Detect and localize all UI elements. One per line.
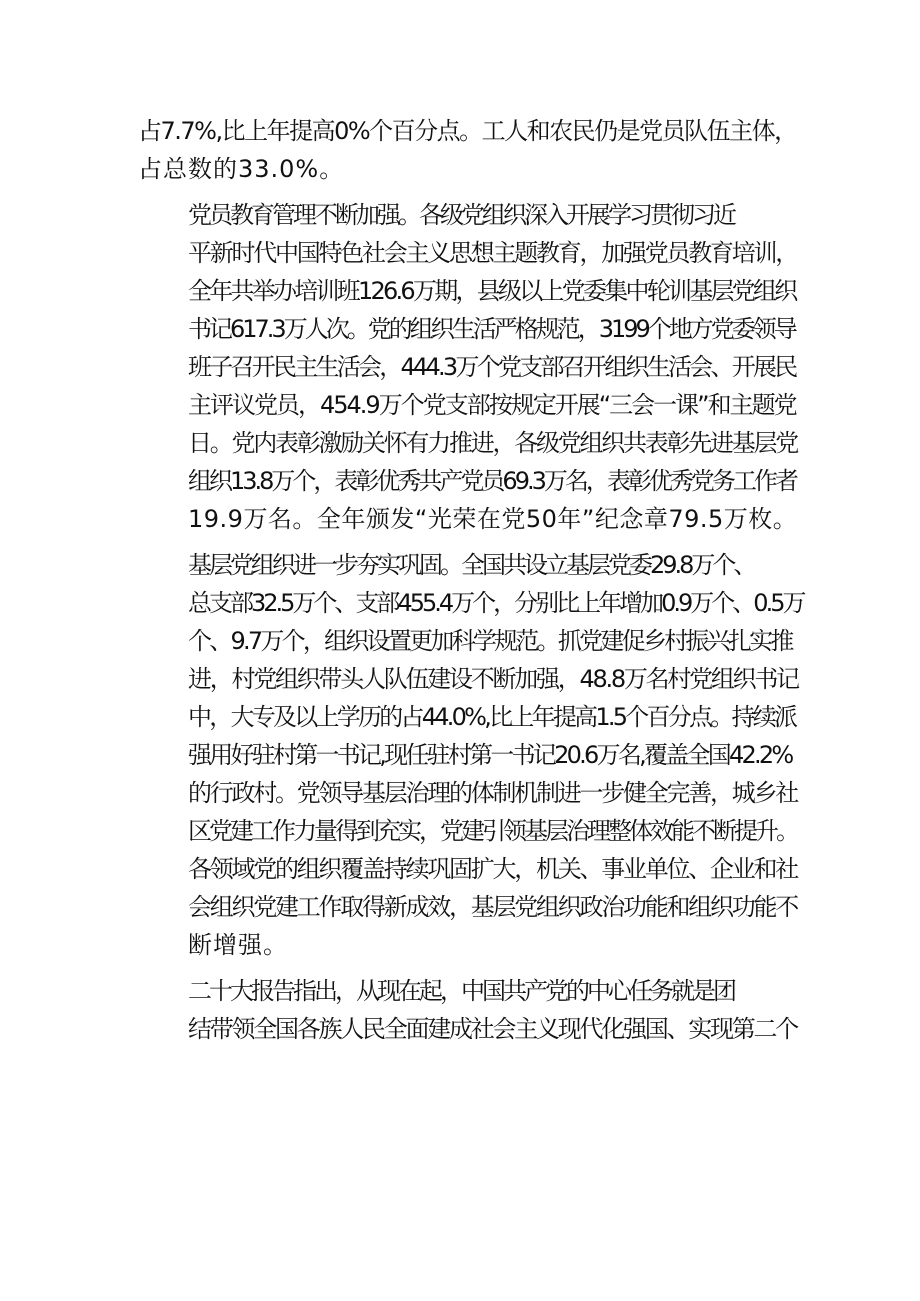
paragraph-4-line-1: 二十大报告指出，从现在起，中国共产党的中心任务就是团 [188,977,734,1005]
paragraph-2-line-2: 平新时代中国特色社会主义思想主题教育，加强党员教育培训， [188,239,797,267]
paragraph-3-line-11: 断增强。 [188,931,288,959]
paragraph-4 [138,972,798,1048]
paragraph-2-line-3: 全年共举办培训班126.6万期，县级以上党委集中轮训基层党组织 [188,277,796,305]
paragraph-3-line-1: 基层党组织进一步夯实巩固。全国共设立基层党委29.8万个、 [188,551,755,579]
paragraph-2-line-6: 主评议党员，454.9万个党支部按规定开展“三会一课”和主题党 [188,391,796,419]
paragraph-3-line-9: 各领域党的组织覆盖持续巩固扩大，机关、事业单位、企业和社 [188,855,797,883]
paragraph-3-line-3: 个、9.7万个，组织设置更加科学规范。抓党建促乡村振兴扎实推 [188,627,792,655]
paragraph-2-line-4: 书记617.3万人次。党的组织生活严格规范，3199个地方党委领导 [188,315,795,343]
paragraph-1-line-2: 占总数的33.0%。 [138,155,345,183]
paragraph-2-line-1: 党员教育管理不断加强。各级党组织深入开展学习贯彻习近 [188,201,734,229]
paragraph-2-line-5: 班子召开民主生活会，444.3万个党支部召开组织生活会、开展民 [188,353,796,381]
paragraph-1-line-1: 占7.7%,比上年提高0%个百分点。工人和农民仍是党员队伍主体， [138,117,797,145]
paragraph-3-line-5: 中，大专及以上学历的占44.0%,比上年提高1.5个百分点。持续派 [188,703,796,731]
paragraph-3-line-6: 强用好驻村第一书记,现任驻村第一书记20.6万名,覆盖全国42.2% [188,741,792,769]
paragraph-2-line-9: 19.9万名。全年颁发“光荣在党50年”纪念章79.5万枚。 [188,505,798,533]
paragraph-2-line-7: 日。党内表彰激励关怀有力推进，各级党组织共表彰先进基层党 [188,429,797,457]
paragraph-1 [138,112,798,188]
paragraph-3-line-4: 进，村党组织带头人队伍建设不断加强，48.8万名村党组织书记 [188,665,798,693]
document-body [138,112,804,1056]
paragraph-3 [138,546,804,964]
paragraph-4-line-2: 结带领全国各族人民全面建成社会主义现代化强国、实现第二个 [188,1015,797,1043]
paragraph-3-line-2: 总支部32.5万个、支部455.4万个，分别比上年增加0.9万个、0.5万 [188,589,804,617]
paragraph-3-line-10: 会组织党建工作取得新成效，基层党组织政治功能和组织功能不 [188,893,797,921]
paragraph-3-line-7: 的行政村。党领导基层治理的体制机制进一步健全完善，城乡社 [188,779,797,807]
paragraph-2 [138,196,798,538]
paragraph-3-line-8: 区党建工作力量得到充实，党建引领基层治理整体效能不断提升。 [188,817,797,845]
paragraph-2-line-8: 组织13.8万个，表彰优秀共产党员69.3万名，表彰优秀党务工作者 [188,467,796,495]
